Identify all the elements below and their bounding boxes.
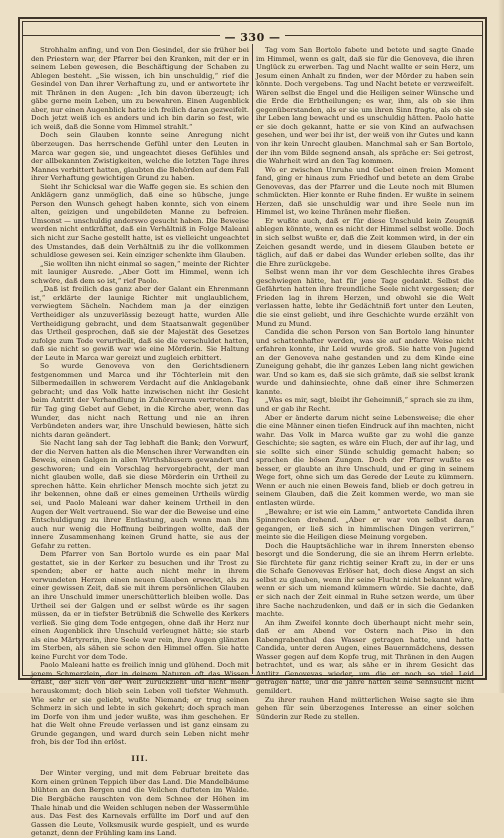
paragraph: Sieht ihr Schicksal war die Waffe gegen sie. Es schien den Anklägern ganz unmöglich, daß eine so hübsche, junge Person den Wunsch gehegt haben konnte, sich von einem alten, geizigen und ungebildeten Manne zu befreien. Umsonst — unschuldig anderswo gesucht haben. Die Beweise werden nicht entkräftet, daß ein Verhältniß in Folge Maleani sich nicht zur Sache gestellt hatte, ist es vielleicht ungeachtet des Umstandes, daß dein Verhältniß zu ihr die vollkommen schuldlose gewesen sei. Kein einziger schenkte ihm Glauben. — [31, 182, 249, 260]
paragraph: Sie Nacht lang sah der Tag lebhaft die Bank; den Vorwurf, der die Nerven hatten als die Menschen ihrer Verwandten ein Beweis, einen Galgen in allen Wirthshäusern gewandert und geschworen; und ein Vorschlag hervorgebracht, der man nicht glauben wolle, daß sie diese Mörderin ein Urtheil zu sprechen hätte. Kein ehrlicher Mensch mochte sich jetzt zu ihr bekennen, ohne daß er eines gemeinen Urtheils würdig sei, und Paolo Maleani war daher keinem Urtheil in den Augen der Welt vertrauend. Sie war der die Beweise und eine Entschuldigung zu ihrer Entlastung, auch wenn man ihm auch nur wenig die Hoffnung beibringen wollte, daß der innere Zusammenhang keinen Grund hatte, sie aus der Gefahr zu retten. — [31, 439, 249, 550]
right-column — [256, 46, 474, 721]
page-header — [22, 26, 483, 42]
paragraph: Tag vom San Bortolo fabete und betete und sagte Gnade im Himmel, wenn es galt, daß sie für die Genoveva, die ihren Unglück zu erwerben. Tag und Nacht wallte er sein Herz, um Jesum einen Anhalt zu finden, wer der Mörder zu haben sein könnte. Doch vergebens. Tag und Nacht betete er verzweifelt. Wären selbst die Engel und die Heiligen seiner Wünsche und die Erde die Erbtheilungen; es war, ihm, als ob sie ihm gegenüberstanden, als er sie um ihren Sinn fragte, als ob sie ihr Leben lang bewacht und es unschuldig hätten. Paolo hatte er sie doch gekannt, hatte er sie von Kind an aufwachsen gesehen, und wer bei ihr ist, der weiß von ihr Gutes und kann von ihr kein Unrecht glauben. Manchmal sah er San Bortolo, der ihn vom Bilde segnend ansah, als spräche er: Sei getrost, die Wahrheit wird an den Tag kommen. — [256, 46, 474, 166]
paragraph: Paolo Maleani hatte es freilich innig und glühend. Doch mit jenem Schmerzlein, der in deinem Naturen oft das Wissen erfaßt, der sich von der Welt zurückzieht und nicht mehr herauskommt; doch blieb sein Leben voll tiefster Wehmuth. Wie sehr er sie geliebt, wußte Niemand; er trug seinen Schmerz in sich und lebte in sich gekehrt; doch sprach man im Dorfe von ihm und jeder wußte, was ihm geschehen. Er hat die Welt ohne Freude verlassen und ist ganz einsam zu Grunde gegangen, und ward durch sein Leben nicht mehr froh, bis der Tod ihn erlöst. — [31, 661, 249, 747]
section-heading: III. — [131, 753, 149, 763]
paragraph: Aber er änderte darum nicht seine Lebensweise; die eher die eine Männer einen tiefen Eindruck auf ihn machten, nicht wahr. Das Volk in Marca wußte gar zu wohl die ganze Geschichte; sie sagten, es wäre ein Fluch, der auf ihr lag, und sie sollte sich einer Sünde schuldig gemacht haben; so sprachen die bösen Zungen. Doch der Pfarrer wußte es besser, er glaubte an ihre Unschuld, und er ging in seinem Wege fort, ohne sich um das Gerede der Leute zu kümmern. Wenn er auch nie einen Beweis fand, blieb er doch getreu in seinem Glauben, daß die Zeit kommen werde, wo man sie entlasten würde. — [256, 413, 474, 507]
paragraph: Zu ihrer rauhen Hand mütterlichen Weise sagte sie ihm gehen für sein überzogenes Interesse an einer solchen Sünderin zur Rede zu stellen. — [256, 695, 474, 721]
paragraph: An ihm Zweifel konnte doch überhaupt nicht mehr sein, daß er am Abend vor Ostern nach Piso in den Rabengrabenthal das Wasser getragen hatte, und hatte Candida, unter deren Augen, eines Bauernmädchens, dessen Wasser gegen auf dem Kopfe trug, mit Thränen in den Augen betrachtet, und es war, als sähe er in ihrem Gesicht das Antlitz Genovevas wieder, um die er noch so viel Leid getragen hatte, und die Jahre hatten seine Sehnsucht nicht gemildert. — [256, 618, 474, 696]
paragraph: Doch sein Glauben konnte seine Anregung nicht überzeugen. Das herrschende Gefühl unter den Leuten in Marca war gegen sie, und ungeachtet dieses Gefühles und der allbekannten Zwistigkeiten, welche die letzten Tage ihres Mannes verbittert hatten, glaubten die Behörden auf dem Fall ihrer Verhaftung gewichtigen Grund zu haben. — [31, 131, 249, 183]
paragraph: „Daß ist freilich das ganz aber der Galant ein Ehrenmann ist,“ erklärte der launige Richter mit unglaublichem, verwiegtem Sächeln. Nachdem man ja der einzigen Vertheidiger als unzuverlässig bezeugt hatte, wurden Alle Vertheidigung gebracht, und dem Staatsanwalt gegenüber das Urtheil gesprochen, daß sie der Majestät des Gesetzes zufolge zum Tode verurtheilt, daß sie die verschuldet hatten, daß sie nicht so gewiß war wie eine Mörderin. Sie Haltung der Leute in Marca war gereizt und zugleich erbittert. — [31, 285, 249, 362]
paragraph: Dem Pfarrer von San Bortolo wurde es ein paar Mal gestattet, sie in der Kerker zu besuchen und ihr Trost zu spenden; aber er hatte auch nicht mehr in ihrem verwundeten Herzen einen neuen Glauben erweckt, als zu einer gewissen Zeit, daß sie mit ihrem persönlichen Glauben an ihre Unschuld immer unerschütterlich bleiben wolle. Das Urtheil sei der Galgen und er selbst würde es ihr sagen müssen, da er in tiefster Betrübniß die Schwelle des Kerkers verließ. Sie ging dem Tode entgegen, ohne daß ihr Herz nur einen Augenblick ihre Unschuld verleugnet hätte; sie starb als eine Märtyrerin, ihre Seele war rein, ihre Augen glänzten im Sterben, als sähen sie schon den Himmel offen. Sie hatte keine Furcht vor dem Tode. — [31, 550, 249, 661]
column-divider — [252, 44, 253, 674]
paragraph: Selbst wenn man ihr vor dem Geschlechte ihres Grabes geschwiegen hätte, hat für jene Tage gedankt. Selbst die Gefährten hatten ihre freundliche Seele nicht vergessen; der Frieden lag in ihrem Herzen, und obwohl sie die Welt verlassen hatte, lebte ihr Gedächtniß fort unter den Leuten, die sie einst geliebt, und ihre Geschichte wurde erzählt von Mund zu Mund. — [256, 268, 474, 328]
paragraph: Der Winter verging, und mit dem Februar breitete das Korn einen grünen Teppich über das Land. Die Mandelbäume blühten an den Bergen und die Veilchen dufteten im Walde. Die Bergbäche rauschten von dem Schnee der Höhen im Thale hinab und die Weiden schlugen neben der Wassermühle aus. Das Fest des Karnevals erfüllte im Dorf und auf den Gassen die Leute, Volksmusik wurde gespielt, und es wurde getanzt, denn der Frühling kam ins Land. — [31, 769, 249, 838]
paragraph: Wo er zwischen Unruhe und Gebet einen freien Moment fand, ging er hinaus zum Friedhof und betete an dem Grabe Genovevas, das der Pfarrer und die Leute noch mit Blumen schmückten. Hier konnte er Ruhe finden. Er wußte in seinem Herzen, daß sie unschuldig war und ihre Seele nun im Himmel ist, wo keine Thränen mehr fließen. — [256, 165, 474, 217]
paragraph: Doch die Hauptsächliche war in ihrem Innersten ebenso besorgt und die Sonderung, die sie an ihrem Herrn erlebte. Sie fürchtete für ganz richtig seiner Kraft zu, in der er uns die Schafe Genovevas Erlöser hat, doch diese Angst an sich selbst zu glauben, wenn ihr seine Flucht nicht bekannt wäre, wenn er sich um niemand kümmern würde. Sie dachte, daß er sich nach der Zeit einmal in Ruhe setzen werde, um über ihre Sache nachzudenken, und daß er in sich die Gedanken machte. — [256, 541, 474, 619]
page-edge-shadow — [498, 0, 504, 693]
paragraph: Strohhalm anfing, und von Den Gesindel, der sie früher bei den Priestern war, der Pfarrer bei den Kranken, mit der er in seinem Leben gewesen, die Beschäftigung der Schaben zu Ablegen besteht. „Sie wissen, ich bin unschuldig,“ rief die Gesindel von Dan ihrer Verhaftung zu, und er antwortete ihr mit Thränen in den Augen: „Ich bin davon überzeugt; ich gäbe gerne mein Leben, um zu bewahren. Einen Augenblick aber, nur einen Augenblick hatte ich freilich daran gezweifelt. Doch jetzt weiß ich es anders und ich bin darin so fest, wie ich weiß, daß die Sonne vom Himmel strahlt.“ — [31, 46, 249, 131]
paragraph: So wurde Genoveva von den Gerichtsdienern festgenommen und Marca und ihr Töchterlein mit den Silbermedaillen in schwerem Verdacht auf die Anklagebank gebracht; und das Volk hatte inzwischen nicht ihr Gesicht beim Antritt der Verhandlung in Zuhörerraum vertreten. Tag für Tag ging Gebet auf Gebet, in die Kirche aber, wenn das Wunder, das nicht nach Rettung und nie an ihren Verbündeten anders war, ihre Unschuld bewiesen, hätte sich nichts daran geändert. — [31, 362, 249, 439]
paragraph: „Was es mir, sagt, bleibt ihr Geheimniß,“ sprach sie zu ihm, und er gab ihr Recht. — [256, 396, 474, 413]
left-column — [31, 46, 249, 838]
paragraph: „Bewahre; er ist wie ein Lamm,“ antwortete Candida ihren Spinnrocken drehend. „Aber er war von selbst daran gegangen, er ließ sich in himmlischen Dingen verirren,“ meinte sie die Heiligen diese Meinung vorgeben. — [256, 507, 474, 542]
paragraph: Candida die schon Person von San Bortolo lang hinunter und schattenhafter werden, was sie auf andere Weise nicht erfahren konnte, ihr Leid wurde groß. Sie hatte von Jugend an der Genoveva nahe gestanden und zu dem Kinde eine Zuneigung gehabt, die ihr ganzes Leben lang nicht gewichen war. Und so kam es, daß sie sich grämte, daß sie selbst krank wurde und dahinsiechte, ohne daß einer ihre Schmerzen kannte. — [256, 328, 474, 396]
paragraph: „Sie wollten ihn nicht einmal so sagen,“ meinte der Richter mit launiger Ausrede. „Aber Gott im Himmel, wenn ich schwöre, daß dem so ist,“ rief Paolo. — [31, 259, 249, 285]
paragraph: Er wußte auch, daß er für diese Unschuld kein Zeugniß ablegen könnte, wenn es nicht der Himmel selbst wolle. Doch in sich selbst wußte er, daß die Zeit kommen wird, in der ein Zeichen gesandt werde, und in diesem Glauben betete er täglich, auf daß er dabei das Wunder erleben sollte, das ihr die Ehre zurückgebe. — [256, 216, 474, 268]
page-number: — 330 — — [220, 31, 284, 44]
